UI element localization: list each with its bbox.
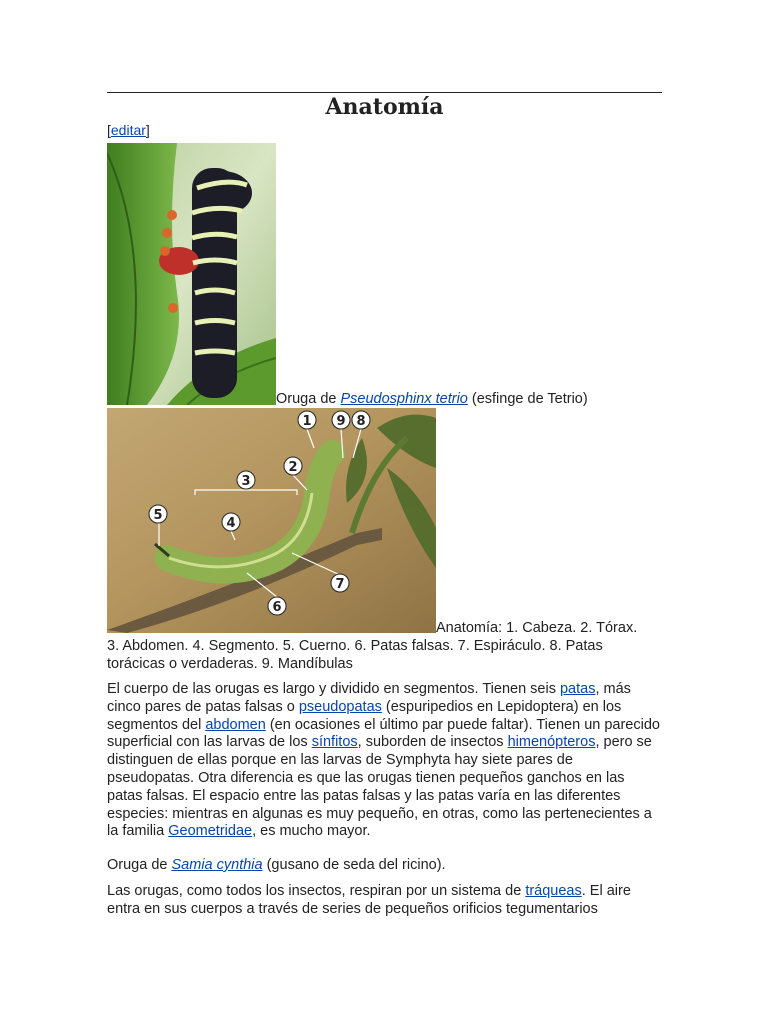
marker-2 (284, 457, 302, 475)
svg-text:1: 1 (302, 414, 312, 429)
marker-5 (149, 505, 167, 523)
paragraph-body-segments: El cuerpo de las orugas es largo y dividido en segmentos. Tienen seis patas, más cinco pares de patas falsas o pseudopatas (espuripedios en Lepidoptera) en los segmentos del abdomen (en ocasiones el último par puede faltar). Tienen un parecido superficial con las larvas de los sínfitos, suborden de insectos himenópteros, pero se distinguen de ellas porque en las larvas de Symphyta hay siete pares de pseudopatas. Otra diferencia es que las orugas tienen pequeños ganchos en las patas falsas. El espacio entre las patas falsas y las patas varía en las diferentes especies: mientras en algunas es muy pequeño, en otras, como las pertenecientes a la familia Geometridae, es mucho mayor. (107, 681, 660, 840)
figure2-caption-line2: 3. Abdomen. 4. Segmento. 5. Cuerno. 6. Patas falsas. 7. Espiráculo. 8. Patas torácicas o verdaderas. 9. Mandíbulas (107, 638, 603, 672)
paragraph-samia: Oruga de Samia cynthia (gusano de seda del ricino). (107, 857, 446, 873)
marker-1 (298, 411, 316, 429)
marker-3 (237, 471, 255, 489)
svg-text:7: 7 (335, 577, 345, 592)
samia-cynthia-link[interactable]: Samia cynthia (171, 857, 263, 873)
himenopteros-link[interactable]: himenópteros (507, 734, 596, 751)
edit-section (107, 122, 150, 139)
svg-text:5: 5 (153, 508, 163, 523)
geometridae-link[interactable]: Geometridae (168, 823, 253, 840)
heading-rule (107, 92, 662, 93)
pseudosphinx-link[interactable]: Pseudosphinx tetrio (340, 391, 468, 407)
sinfitos-link[interactable]: sínfitos (311, 734, 358, 751)
pseudopatas-link[interactable]: pseudopatas (298, 698, 382, 715)
svg-text:6: 6 (272, 600, 282, 615)
figure1-caption: Oruga de Pseudosphinx tetrio (esfinge de Tetrio) (276, 391, 588, 407)
svg-text:4: 4 (226, 516, 236, 531)
traqueas-link[interactable]: tráqueas (525, 883, 582, 899)
edit-link[interactable]: editar (110, 122, 146, 138)
svg-text:8: 8 (356, 414, 366, 429)
marker-7 (331, 574, 349, 592)
figure2-caption-line1: Anatomía: 1. Cabeza. 2. Tórax. (436, 620, 638, 636)
anatomy-diagram-photo[interactable] (107, 408, 436, 633)
bracket-close: ] (145, 122, 150, 138)
marker-4 (222, 513, 240, 531)
marker-9 (332, 411, 350, 429)
marker-8 (352, 411, 370, 429)
marker-6 (268, 597, 286, 615)
svg-text:3: 3 (241, 474, 251, 489)
paragraph-respiration: Las orugas, como todos los insectos, respiran por un sistema de tráqueas. El aire entra en sus cuerpos a través de series de pequeños orificios tegumentarios (107, 883, 631, 917)
section-heading: Anatomía (325, 94, 444, 120)
pseudosphinx-photo[interactable] (107, 143, 276, 405)
svg-text:9: 9 (336, 414, 346, 429)
bracket-open: [ (107, 122, 111, 138)
abdomen-link[interactable]: abdomen (205, 716, 266, 733)
svg-text:2: 2 (288, 460, 298, 475)
patas-link[interactable]: patas (559, 681, 596, 697)
